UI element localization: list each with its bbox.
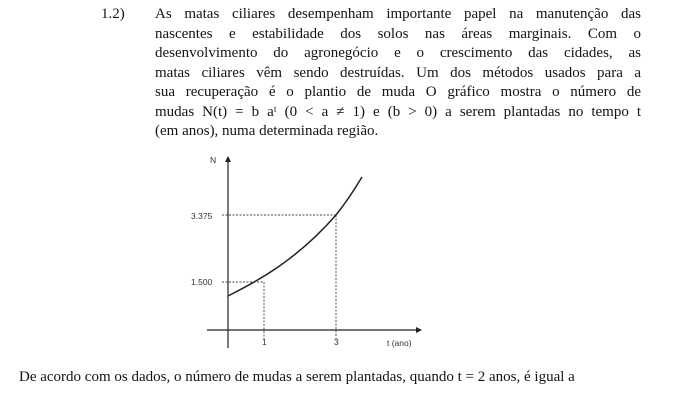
- x-tick-label: 1: [262, 337, 267, 347]
- x-tick-label: 3: [334, 337, 339, 347]
- x-axis-label: t (ano): [387, 338, 412, 348]
- stem-line: sua recuperação é o plantio de muda O gráfico mostra o número de: [155, 84, 641, 100]
- y-tick-label: 1.500: [191, 277, 213, 287]
- stem-line: matas ciliares vêm sendo destruídas. Um dos métodos usados para a: [155, 64, 641, 81]
- y-axis-label: N: [210, 155, 217, 165]
- exponential-curve: [228, 177, 362, 296]
- stem-line: mudas N(t) = b aᵗ (0 < a ≠ 1) e (b > 0) a serem plantadas no tempo t: [155, 103, 641, 120]
- stem-line: (em anos), numa determinada região.: [155, 123, 379, 139]
- stem-line: desenvolvimento do agronegócio e o crescimento das cidades, as: [155, 45, 641, 61]
- y-tick-label: 3.375: [191, 211, 213, 221]
- stem-line: As matas ciliares desempenham importante papel na manutenção das: [155, 6, 641, 22]
- question-number: 1.2): [101, 6, 125, 22]
- question-footer: De acordo com os dados, o número de mudas a serem plantadas, quando t = 2 anos, é igual a: [19, 369, 575, 385]
- stem-line: nascentes e estabilidade dos solos nas áreas marginais. Com o: [155, 25, 641, 42]
